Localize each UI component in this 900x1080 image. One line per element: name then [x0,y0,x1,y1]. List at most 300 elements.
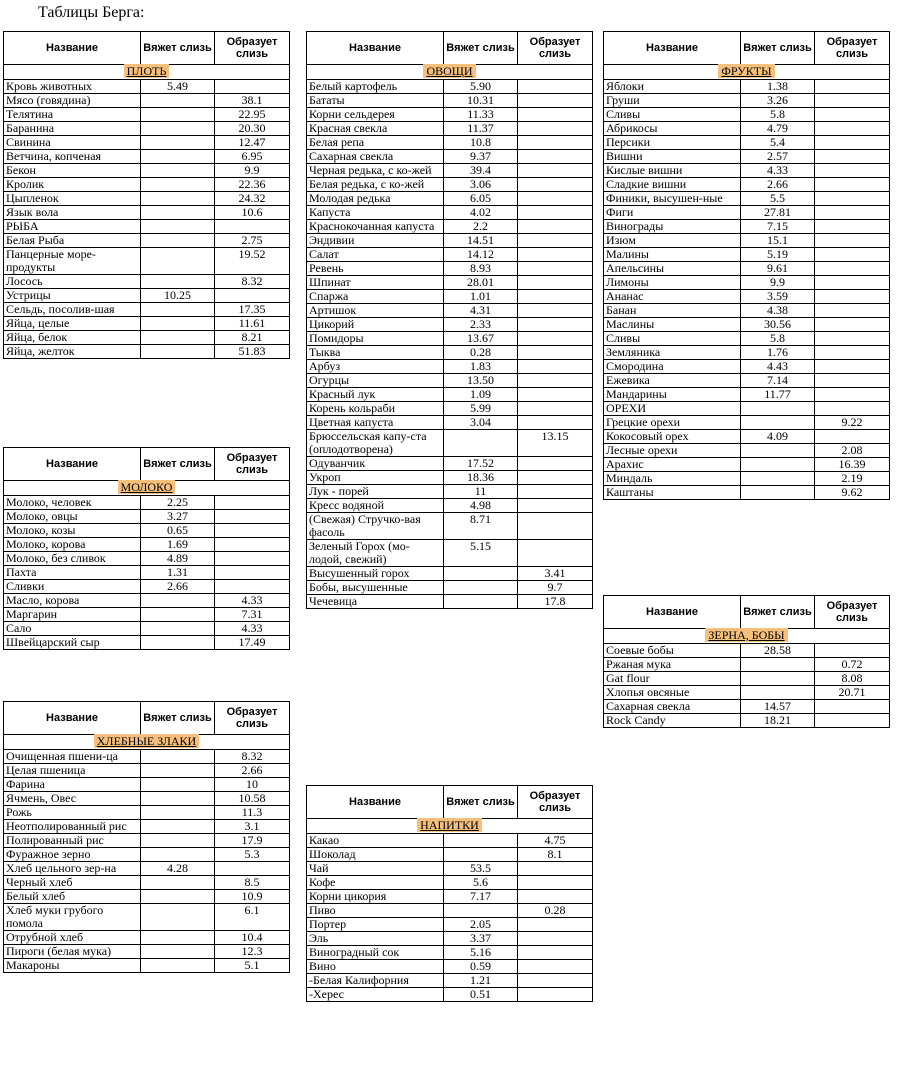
food-name: Яблоки [604,80,741,94]
food-name: ОРЕХИ [604,402,741,416]
forms-value [518,960,593,974]
binds-value: 3.37 [444,932,518,946]
section-row [307,819,593,834]
forms-value [815,318,890,332]
binds-value [141,164,215,178]
table-row [307,946,593,960]
binds-value: 13.50 [444,374,518,388]
binds-value: 2.05 [444,918,518,932]
binds-value [141,331,215,345]
table-row [4,496,290,510]
section-label: МОЛОКО [118,480,176,494]
table-row [4,848,290,862]
food-name: Цыпленок [4,192,141,206]
food-name: -Херес [307,988,444,1002]
table-row [307,248,593,262]
binds-value [741,416,815,430]
forms-value: 10.6 [215,206,290,220]
binds-value [444,567,518,581]
table-row [307,150,593,164]
table-row [4,192,290,206]
table-row [307,94,593,108]
table-row [604,192,890,206]
binds-value: 7.14 [741,374,815,388]
binds-value: 1.69 [141,538,215,552]
table-row [4,206,290,220]
table-row [604,700,890,714]
food-name: Лесные орехи [604,444,741,458]
table-row [4,608,290,622]
food-name: Кофе [307,876,444,890]
table-row [307,304,593,318]
binds-value: 10.25 [141,289,215,303]
section-cell [4,481,290,496]
binds-value: 9.61 [741,262,815,276]
table-row [604,416,890,430]
table-grain [3,701,290,973]
food-name: Банан [604,304,741,318]
food-name: Винограды [604,220,741,234]
forms-value [215,289,290,303]
food-name: Молоко, корова [4,538,141,552]
forms-value: 17.49 [215,636,290,650]
food-name: Корни сельдерея [307,108,444,122]
forms-value [518,416,593,430]
table-header-row [604,32,890,65]
food-name: Мандарины [604,388,741,402]
table-row [4,122,290,136]
table-row [604,304,890,318]
table-row [604,318,890,332]
table-row [604,248,890,262]
binds-value: 10.31 [444,94,518,108]
binds-value [141,778,215,792]
binds-value [141,636,215,650]
section-cell [604,65,890,80]
forms-value [518,499,593,513]
header-forms-mucus: Образует слизь [215,32,290,65]
forms-value [518,862,593,876]
forms-value [215,220,290,234]
section-label: ЗЕРНА, БОБЫ [705,628,787,642]
table-row [4,862,290,876]
binds-value: 18.21 [741,714,815,728]
forms-value [518,262,593,276]
binds-value: 0.51 [444,988,518,1002]
forms-value [518,974,593,988]
binds-value [141,136,215,150]
table-row [604,290,890,304]
table-row [307,136,593,150]
forms-value [518,332,593,346]
binds-value: 0.59 [444,960,518,974]
food-name: Рожь [4,806,141,820]
table-row [604,234,890,248]
table-row [4,945,290,959]
forms-value: 8.21 [215,331,290,345]
food-name: Масло, корова [4,594,141,608]
binds-value: 14.12 [444,248,518,262]
table-row [307,848,593,862]
table-row [307,332,593,346]
forms-value: 19.52 [215,248,290,275]
table-row [4,636,290,650]
table-header-row [307,32,593,65]
header-name: Название [4,32,141,65]
food-name: Пахта [4,566,141,580]
table-row [307,862,593,876]
table-row [307,499,593,513]
forms-value [215,524,290,538]
food-name: Макароны [4,959,141,973]
food-name: Маргарин [4,608,141,622]
section-cell [307,65,593,80]
section-label: ПЛОТЬ [124,64,170,78]
binds-value: 5.8 [741,332,815,346]
binds-value [741,402,815,416]
food-name: Персики [604,136,741,150]
header-binds-mucus: Вяжет слизь [444,32,518,65]
food-name: Молоко, козы [4,524,141,538]
binds-value: 4.02 [444,206,518,220]
forms-value [518,122,593,136]
food-name: Целая пшеница [4,764,141,778]
food-name: Кислые вишни [604,164,741,178]
table-row [307,974,593,988]
food-name: Белая Рыба [4,234,141,248]
binds-value [141,764,215,778]
binds-value: 3.59 [741,290,815,304]
forms-value: 8.08 [815,672,890,686]
food-name: Грецкие орехи [604,416,741,430]
food-name: Фуражное зерно [4,848,141,862]
forms-value [518,360,593,374]
food-name: Чечевица [307,595,444,609]
binds-value [444,430,518,457]
food-name: Белая редька, с ко-жей [307,178,444,192]
forms-value [518,918,593,932]
food-name: Хлопья овсяные [604,686,741,700]
table-row [604,122,890,136]
table-row [4,580,290,594]
forms-value: 24.32 [215,192,290,206]
header-name: Название [4,702,141,735]
food-name: Шпинат [307,276,444,290]
table-row [307,567,593,581]
table-row [307,932,593,946]
food-name: -Белая Калифорния [307,974,444,988]
food-name: Сливы [604,332,741,346]
forms-value: 17.8 [518,595,593,609]
binds-value: 18.36 [444,471,518,485]
forms-value: 7.31 [215,608,290,622]
table-header-row [4,702,290,735]
forms-value: 8.32 [215,275,290,289]
forms-value [815,192,890,206]
binds-value: 2.2 [444,220,518,234]
food-name: Баранина [4,122,141,136]
table-row [604,80,890,94]
food-name: Артишок [307,304,444,318]
section-row [307,65,593,80]
binds-value: 3.06 [444,178,518,192]
table-row [4,524,290,538]
binds-value: 10.8 [444,136,518,150]
forms-value [518,876,593,890]
forms-value: 4.75 [518,834,593,848]
binds-value [741,672,815,686]
binds-value [444,904,518,918]
binds-value: 5.90 [444,80,518,94]
table-row [4,317,290,331]
binds-value [141,234,215,248]
food-name: Яйца, целые [4,317,141,331]
table-row [604,644,890,658]
binds-value: 5.8 [741,108,815,122]
binds-value [741,444,815,458]
food-name: Арахис [604,458,741,472]
forms-value: 51.83 [215,345,290,359]
food-name: Хлеб цельного зер-на [4,862,141,876]
binds-value [141,750,215,764]
food-name: Укроп [307,471,444,485]
food-name: Сладкие вишни [604,178,741,192]
table-row [4,834,290,848]
binds-value: 2.66 [741,178,815,192]
forms-value [518,206,593,220]
table-row [4,345,290,359]
binds-value: 6.05 [444,192,518,206]
section-row [4,65,290,80]
food-name: Ветчина, копченая [4,150,141,164]
forms-value [815,374,890,388]
forms-value [518,890,593,904]
food-name: Высушенный горох [307,567,444,581]
table-row [4,538,290,552]
binds-value: 13.67 [444,332,518,346]
binds-value: 5.16 [444,946,518,960]
forms-value [518,164,593,178]
forms-value [815,206,890,220]
forms-value [815,248,890,262]
forms-value: 10.58 [215,792,290,806]
binds-value: 7.17 [444,890,518,904]
forms-value [518,457,593,471]
food-name: Белая репа [307,136,444,150]
forms-value: 10 [215,778,290,792]
table-row [604,430,890,444]
forms-value [815,290,890,304]
forms-value [518,304,593,318]
forms-value: 20.71 [815,686,890,700]
forms-value [815,178,890,192]
binds-value: 1.21 [444,974,518,988]
table-row [4,220,290,234]
table-row [604,444,890,458]
binds-value [741,458,815,472]
header-forms-mucus: Образует слизь [518,786,593,819]
food-name: Апельсины [604,262,741,276]
section-row [4,735,290,750]
binds-value: 4.89 [141,552,215,566]
binds-value: 14.57 [741,700,815,714]
forms-value [215,580,290,594]
section-label: ОВОЩИ [423,64,475,78]
forms-value [518,290,593,304]
binds-value: 11.77 [741,388,815,402]
forms-value [815,360,890,374]
section-cell [307,819,593,834]
forms-value: 4.33 [215,622,290,636]
table-row [307,164,593,178]
binds-value [141,848,215,862]
table-row [4,594,290,608]
binds-value [444,848,518,862]
food-name: Свинина [4,136,141,150]
forms-value [518,108,593,122]
binds-value: 1.76 [741,346,815,360]
table-row [604,472,890,486]
table-row [307,904,593,918]
food-name: Телятина [4,108,141,122]
table-row [604,164,890,178]
binds-value [141,275,215,289]
forms-value [518,136,593,150]
food-name: Шоколад [307,848,444,862]
binds-value: 1.09 [444,388,518,402]
binds-value: 2.57 [741,150,815,164]
forms-value: 10.9 [215,890,290,904]
table-row [604,94,890,108]
food-name: Молодая редька [307,192,444,206]
header-name: Название [307,786,444,819]
food-name: Малины [604,248,741,262]
binds-value: 8.71 [444,513,518,540]
food-name: Сахарная свекла [604,700,741,714]
table-row [604,178,890,192]
food-name: Фарина [4,778,141,792]
forms-value [518,388,593,402]
forms-value [815,714,890,728]
food-name: Абрикосы [604,122,741,136]
forms-value [518,80,593,94]
forms-value [815,262,890,276]
binds-value [141,931,215,945]
food-name: Соевые бобы [604,644,741,658]
forms-value: 20.30 [215,122,290,136]
binds-value: 39.4 [444,164,518,178]
table-row [307,890,593,904]
forms-value: 4.33 [215,594,290,608]
table-row [307,416,593,430]
food-name: Кресс водяной [307,499,444,513]
header-binds-mucus: Вяжет слизь [741,32,815,65]
forms-value: 0.28 [518,904,593,918]
header-binds-mucus: Вяжет слизь [141,32,215,65]
table-row [604,276,890,290]
forms-value [518,513,593,540]
table-row [4,331,290,345]
binds-value: 5.99 [444,402,518,416]
table-row [4,178,290,192]
forms-value [815,108,890,122]
table-row [4,876,290,890]
forms-value [815,94,890,108]
table-row [307,276,593,290]
forms-value: 12.47 [215,136,290,150]
binds-value [141,248,215,275]
binds-value: 5.49 [141,80,215,94]
forms-value: 17.9 [215,834,290,848]
header-name: Название [307,32,444,65]
binds-value: 5.6 [444,876,518,890]
forms-value [815,234,890,248]
table-row [307,206,593,220]
binds-value: 1.01 [444,290,518,304]
binds-value [141,178,215,192]
food-name: Какао [307,834,444,848]
table-row [4,164,290,178]
food-name: Корень кольраби [307,402,444,416]
forms-value [815,402,890,416]
food-name: Лосось [4,275,141,289]
forms-value: 16.39 [815,458,890,472]
forms-value: 22.95 [215,108,290,122]
table-row [307,374,593,388]
table-row [4,136,290,150]
binds-value: 2.66 [141,580,215,594]
food-name: Язык вола [4,206,141,220]
header-forms-mucus: Образует слизь [815,596,890,629]
forms-value [815,136,890,150]
binds-value: 17.52 [444,457,518,471]
forms-value [815,332,890,346]
food-name: Пироги (белая мука) [4,945,141,959]
binds-value [141,594,215,608]
binds-value [141,192,215,206]
table-milk [3,447,290,650]
food-name: Полированный рис [4,834,141,848]
food-name: Ежевика [604,374,741,388]
food-name: Фиги [604,206,741,220]
food-name: Gat flour [604,672,741,686]
table-row [307,485,593,499]
binds-value: 0.28 [444,346,518,360]
table-row [307,595,593,609]
food-name: Мясо (говядина) [4,94,141,108]
binds-value [141,108,215,122]
binds-value [741,658,815,672]
forms-value [215,80,290,94]
table-row [307,960,593,974]
binds-value: 53.5 [444,862,518,876]
binds-value [141,122,215,136]
forms-value [518,220,593,234]
forms-value: 6.95 [215,150,290,164]
table-row [307,402,593,416]
forms-value: 17.35 [215,303,290,317]
binds-value: 1.38 [741,80,815,94]
forms-value: 10.4 [215,931,290,945]
food-name: Лук - порей [307,485,444,499]
forms-value: 0.72 [815,658,890,672]
binds-value: 2.25 [141,496,215,510]
table-row [604,672,890,686]
binds-value [141,876,215,890]
forms-value [815,700,890,714]
food-name: Цветная капуста [307,416,444,430]
binds-value [141,345,215,359]
